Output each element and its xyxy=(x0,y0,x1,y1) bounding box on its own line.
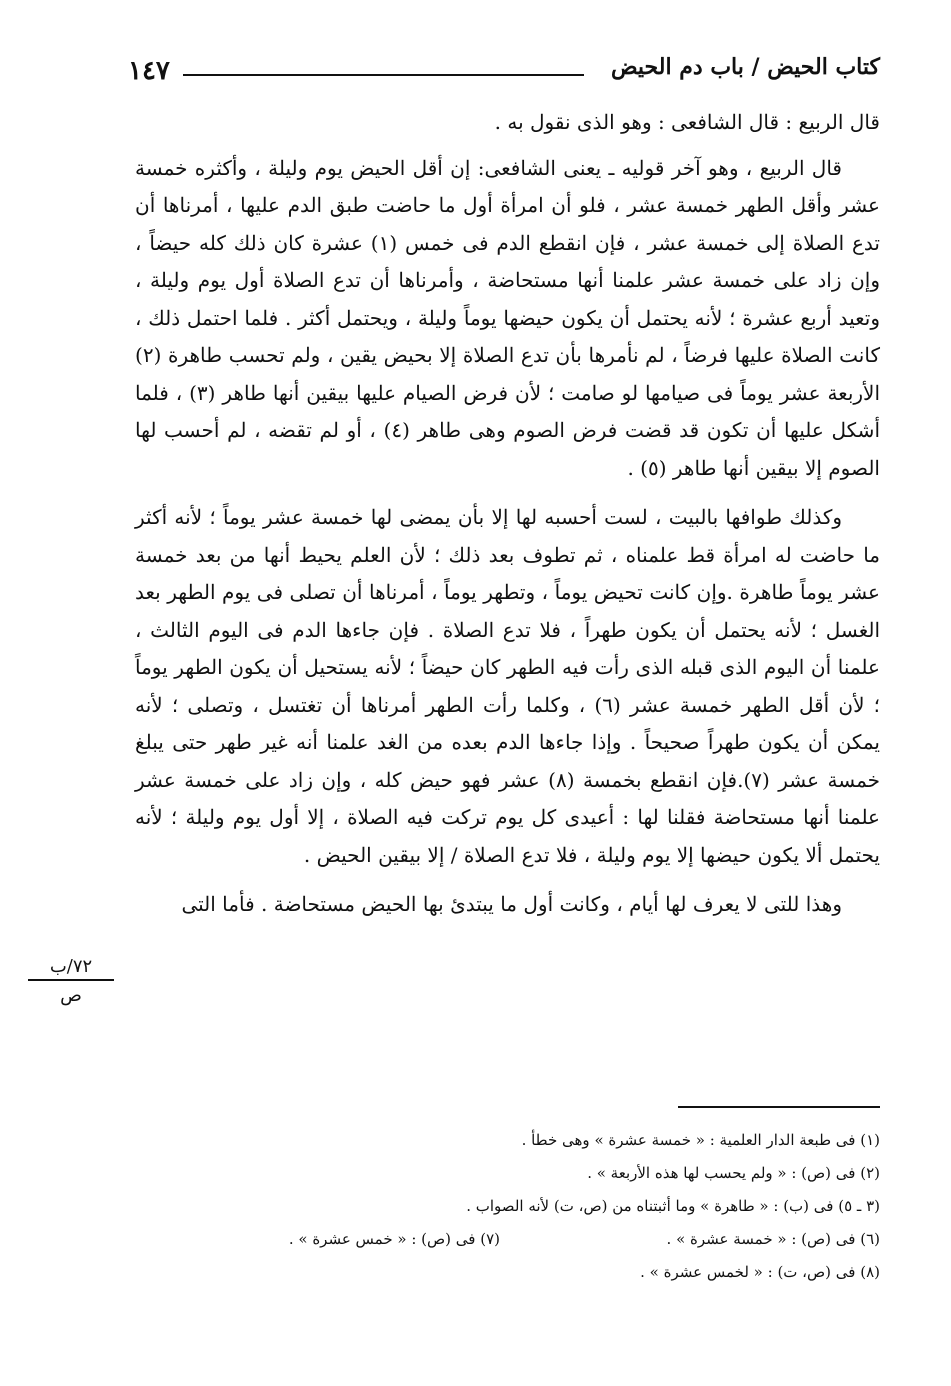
footnote-1: (١) فى طبعة الدار العلمية : « خمسة عشرة » وهى خطأ . xyxy=(521,1131,880,1149)
footnote-row-6-7 xyxy=(135,1223,880,1256)
header-rule xyxy=(183,74,584,76)
footnote-7: (٧) فى (ص) : « خمس عشرة » . xyxy=(288,1230,500,1248)
page-number: ١٤٧ xyxy=(128,56,170,86)
folio-reference: ٧٢/ب xyxy=(28,956,114,981)
paragraph-2: قال الربيع ، وهو آخر قوليه ـ يعنى الشافعى: إن أقل الحيض يوم وليلة ، وأكثره خمسة عشر وأقل الطهر خمسة عشر ، فلو أن امرأة أول ما حاضت طبق الدم عليها ، أمرناها أن تدع الصلاة إلى خمسة عشر ، فإن انقطع الدم فى خمس (١) عشرة كان ذلك كله حيضاً ، وإن زاد على خمسة عشر علمنا أنها مستحاضة ، وأمرناها أن تدع الصلاة أول يوم وليلة ، وتعيد أربع عشرة ؛ لأنه يحتمل أن يكون حيضها يوماً وليلة ، ويحتمل أكثر . فلما احتمل ذلك ، كانت الصلاة عليها فرضاً ، لم نأمرها بأن تدع الصلاة إلا بحيض يقين ، ولم تحسب طاهرة (٢) الأربعة عشر يوماً فى صيامها لو صامت ؛ لأن فرض الصيام عليها بيقين أنها طاهر (٣) ، فلما أشكل عليها أن تكون قد قضت فرض الصوم وهى طاهر (٤) ، أو لم تقضه ، لم أحسب لها الصوم إلا بيقين أنها طاهر (٥) . xyxy=(135,155,881,480)
footnote-3-5: (٣ ـ ٥) فى (ب) : « طاهرة » وما أثبتناه من (ص، ت) لأنه الصواب . xyxy=(466,1197,880,1215)
paragraph-4: وهذا للتى لا يعرف لها أيام ، وكانت أول ما يبتدئ بها الحيض مستحاضة . فأما التى xyxy=(181,892,842,916)
footnote-8: (٨) فى (ص، ت) : « لخمس عشرة » . xyxy=(640,1263,880,1281)
manuscript-siglum: ص xyxy=(60,985,82,1006)
footnote-2: (٢) فى (ص) : « ولم يحسب لها هذه الأربعة » . xyxy=(587,1164,880,1182)
paragraph-1: قال الربيع : قال الشافعى : وهو الذى نقول به . xyxy=(494,110,880,134)
footnote-rule xyxy=(678,1106,880,1108)
footnote-6: (٦) فى (ص) : « خمسة عشرة » . xyxy=(666,1230,880,1248)
page-header xyxy=(128,52,880,96)
paragraph-3: وكذلك طوافها بالبيت ، لست أحسبه لها إلا بأن يمضى لها خمسة عشر يوماً ؛ لأنه أكثر ما حاضت له امرأة قط علمناه ، ثم تطوف بعد ذلك ؛ لأن العلم يحيط أنها من بعد خمسة عشر يوماً طاهرة .وإن كانت تحيض يوماً ، وتطهر يوماً ، أمرناها أن تصلى فى يوم الطهر بعد الغسل ؛ لأنه يحتمل أن يكون طهراً ، فلا تدع الصلاة . فإن جاءها الدم فى اليوم الثالث ، علمنا أن اليوم الذى قبله الذى رأت فيه الطهر كان حيضاً ؛ لأنه يستحيل أن يكون الطهر يوماً ؛ لأن أقل الطهر خمسة عشر (٦) ، وكلما رأت الطهر أمرناها أن تغتسل ، وتصلى ؛ لأنه يمكن أن يكون طهراً صحيحاً . وإذا جاءها الدم بعده من الغد علمنا أنه غير طهر حتى يبلغ خمسة عشر (٧).فإن انقطع بخمسة (٨) عشر فهو حيض كله ، وإن زاد على خمسة عشر علمنا أنها مستحاضة فقلنا لها : أعيدى كل يوم تركت فيه الصلاة ، إلا أول يوم وليلة ؛ لأنه يحتمل ألا يكون حيضها إلا يوم وليلة ، فلا تدع الصلاة / إلا بيقين الحيض . xyxy=(135,505,880,867)
footnotes xyxy=(135,1124,880,1289)
main-text xyxy=(135,104,880,936)
running-title: كتاب الحيض / باب دم الحيض xyxy=(610,54,880,80)
margin-folio-note xyxy=(28,956,114,1006)
